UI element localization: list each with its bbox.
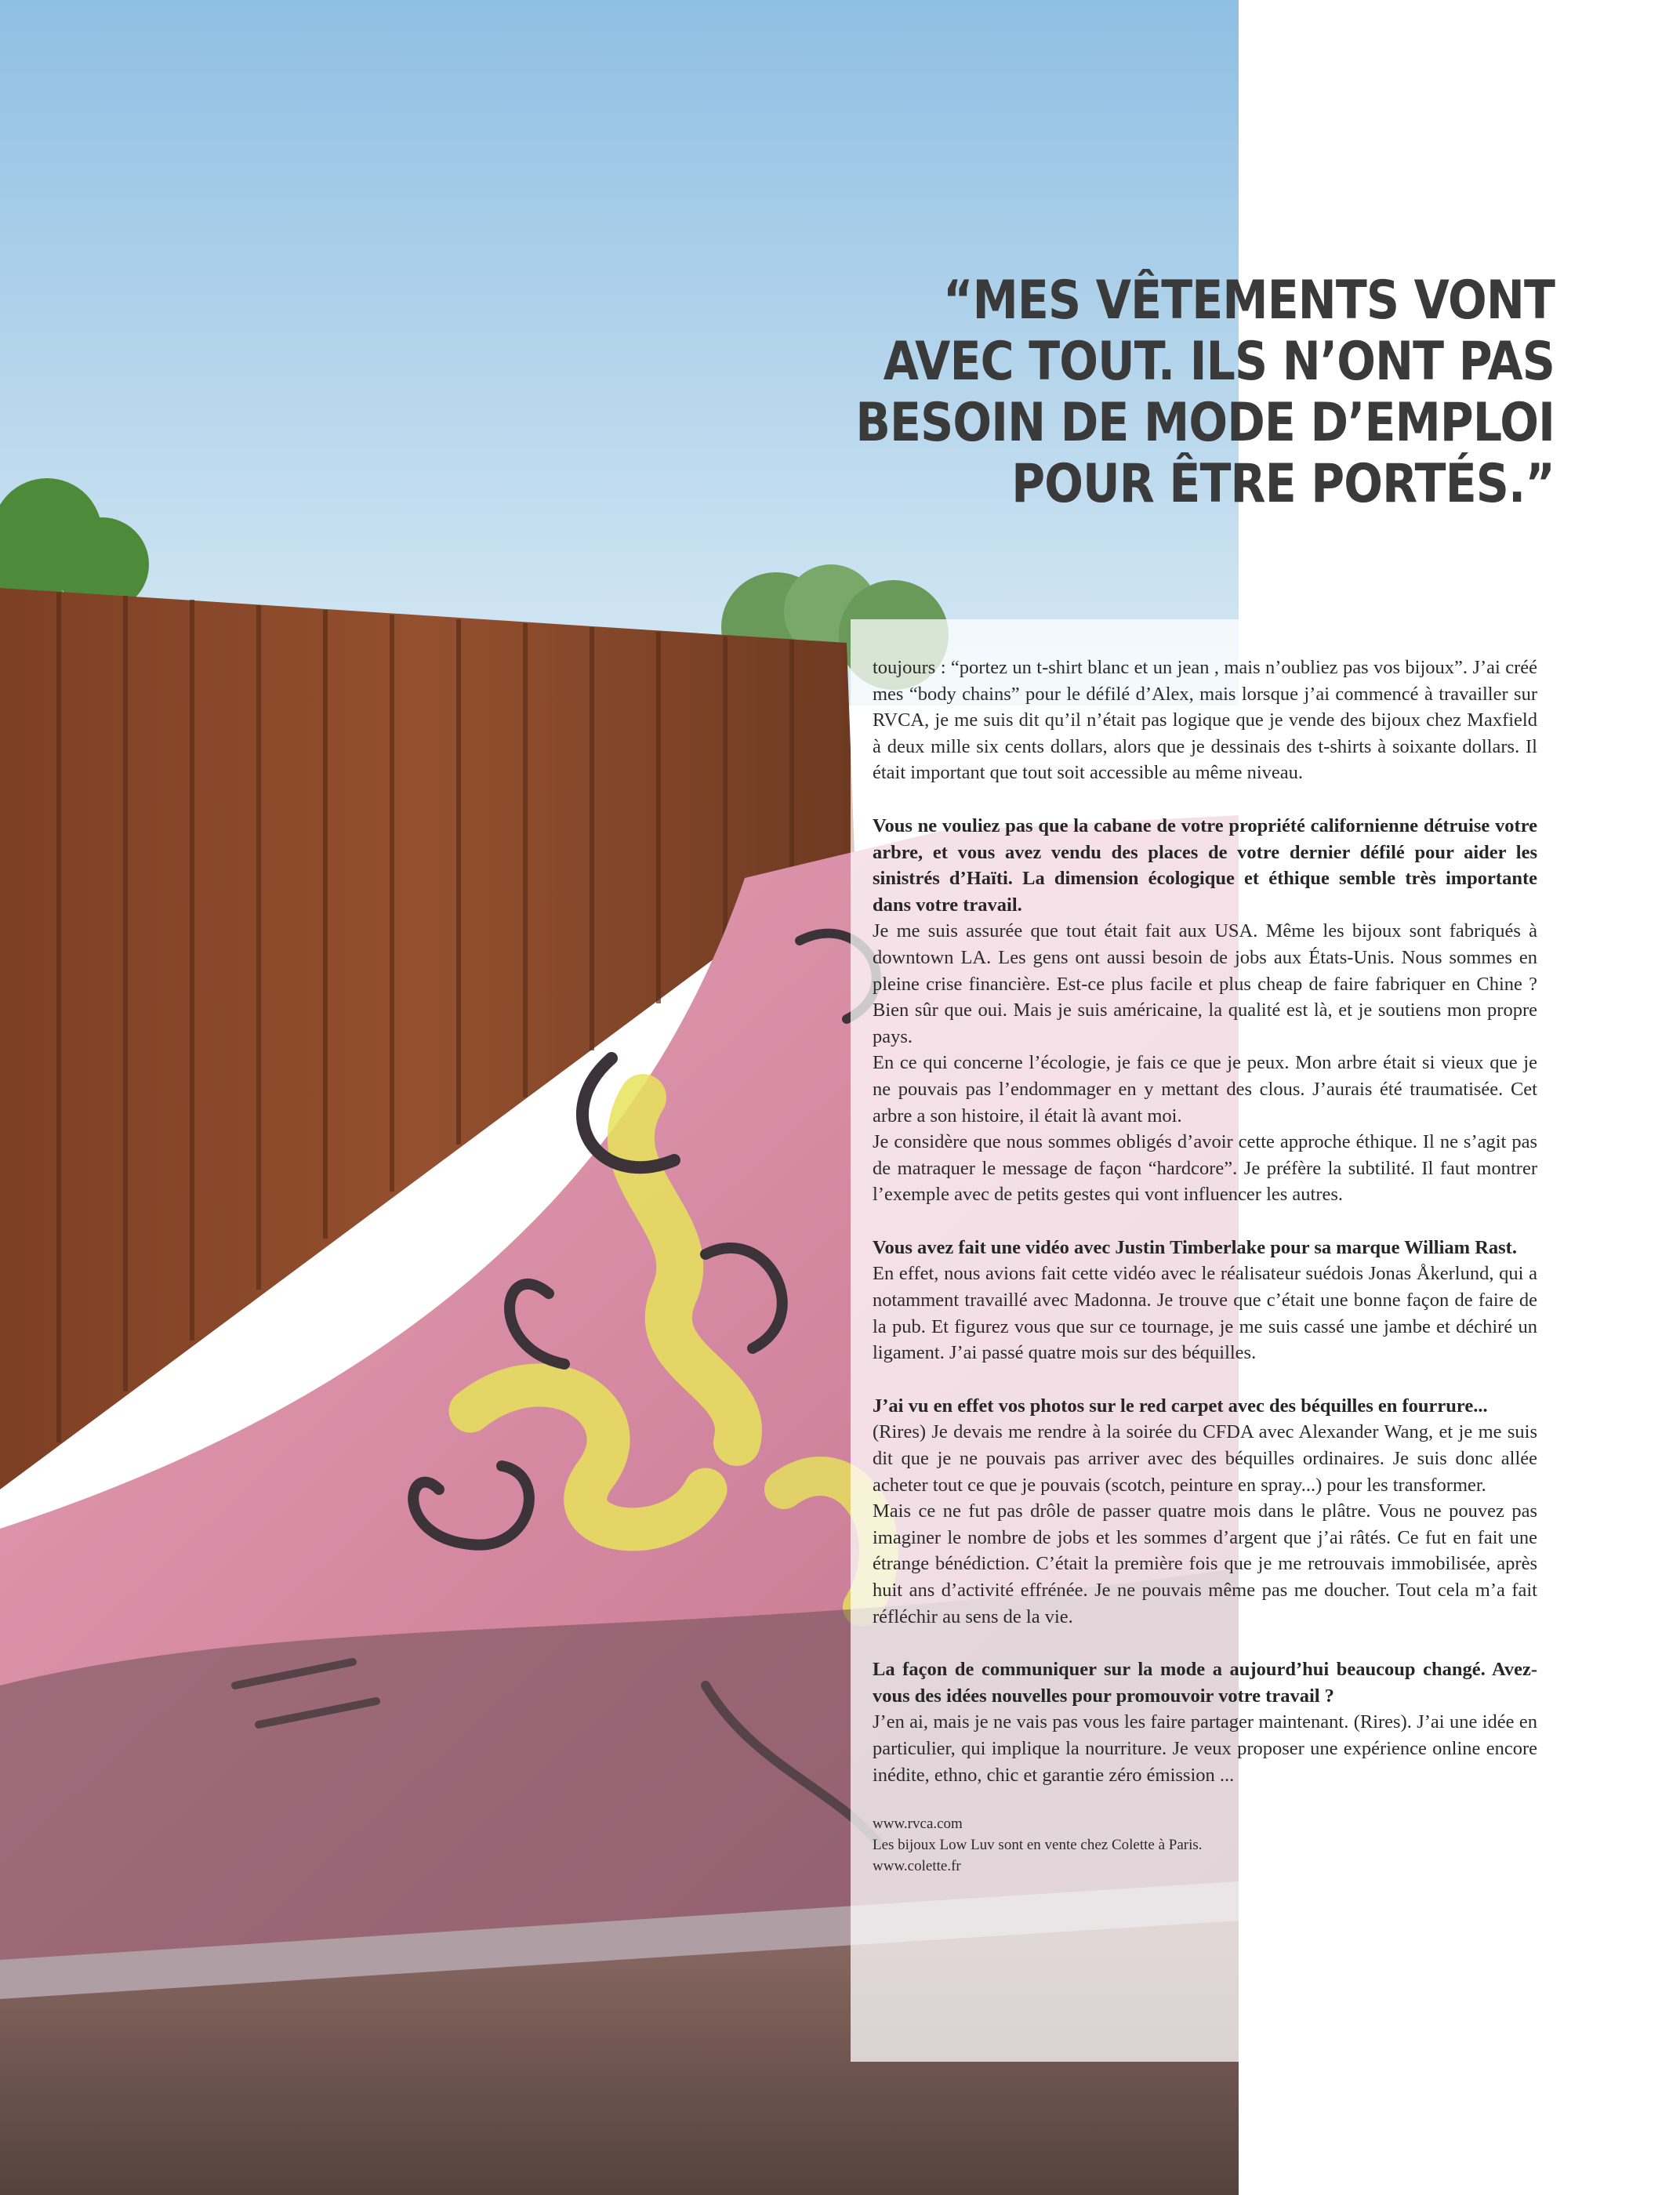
- pull-quote: [746, 270, 1555, 515]
- credit-link-rvca[interactable]: www.rvca.com: [873, 1816, 963, 1833]
- interview-answer: (Rires) Je devais me rendre à la soirée du CFDA avec Alexander Wang, et je me suis dit que je ne pouvais pas arriver avec des béquilles ordinaires. Je suis donc allée acheter tout ce que je pouvais (scotch, peinture en spray...) pour les transformer.: [873, 1421, 1537, 1496]
- pull-quote-line: POUR ÊTRE PORTÉS.”: [1011, 453, 1555, 515]
- interview-answer: Mais ce ne fut pas drôle de passer quatre mois dans le plâtre. Vous ne pouvez pas imaginer le nombre de jobs et les sommes d’argent que j’ai râtés. Ce fut en fait une étrange bénédiction. C’était la première fois que je me retrouvais immobilisée, après huit ans d’activité effrénée. Je ne pouvais même pas me doucher. Tout cela m’a fait réfléchir au sens de la vie.: [873, 1500, 1537, 1627]
- article-body: [873, 655, 1537, 1877]
- interview-answer: J’en ai, mais je ne vais pas vous les faire partager maintenant. (Rires). J’ai une idée en particulier, qui implique la nourriture. Je veux proposer une expérience online encore inédite, ethno, chic et garantie zéro émission ...: [873, 1711, 1537, 1786]
- pull-quote-line: AVEC TOUT. ILS N’ONT PAS: [883, 331, 1555, 393]
- credit-link-colette[interactable]: www.colette.fr: [873, 1858, 961, 1875]
- article-intro-paragraph: toujours : “portez un t-shirt blanc et un jean , mais n’oubliez pas vos bijoux”. J’ai créé mes “body chains” pour le défilé d’Alex, mais lorsque j’ai commencé à travailler sur RVCA, je me suis dit qu’il n’était pas logique que je vende des bijoux chez Maxfield à deux mille six cents dollars, alors que je dessinais des t-shirts à soixante dollars. Il était important que tout soit accessible au même niveau.: [873, 657, 1537, 784]
- credit-note: Les bijoux Low Luv sont en vente chez Colette à Paris.: [873, 1837, 1203, 1854]
- interview-answer: En effet, nous avions fait cette vidéo avec le réalisateur suédois Jonas Åkerlund, qui a notamment travaillé avec Madonna. Je trouve que c’était une bonne façon de faire de la pub. Et figurez vous que sur ce tournage, je me suis cassé une jambe et déchiré un ligament. J’ai passé quatre mois sur des béquilles.: [873, 1263, 1537, 1364]
- interview-answer: Je me suis assurée que tout était fait aux USA. Même les bijoux sont fabriqués à downtown LA. Les gens ont aussi besoin de jobs aux États-Unis. Nous sommes en pleine crise financière. Est-ce plus facile et plus cheap de faire fabriquer en Chine ? Bien sûr que oui. Mais je suis américaine, la qualité est là, et je soutiens mon propre pays.: [873, 920, 1537, 1047]
- interview-question: J’ai vu en effet vos photos sur le red carpet avec des béquilles en fourrure...: [873, 1395, 1488, 1417]
- interview-question: Vous ne vouliez pas que la cabane de votre propriété californienne détruise votre arbre, et vous avez vendu des places de votre dernier défilé pour aider les sinistrés d’Haïti. La dimension écologique et éthique semble très importante dans votre travail.: [873, 815, 1537, 916]
- credits-block: [873, 1813, 1537, 1877]
- interview-answer: En ce qui concerne l’écologie, je fais ce que je peux. Mon arbre était si vieux que je ne pouvais pas l’endommager en y mettant des clous. J’aurais été traumatisée. Cet arbre a son histoire, il était là avant moi.: [873, 1052, 1537, 1127]
- interview-question: La façon de communiquer sur la mode a aujourd’hui beaucoup changé. Avez-vous des idées nouvelles pour promouvoir votre travail ?: [873, 1659, 1537, 1707]
- pull-quote-line: BESOIN DE MODE D’EMPLOI: [855, 392, 1555, 454]
- interview-answer: Je considère que nous sommes obligés d’avoir cette approche éthique. Il ne s’agit pas de matraquer le message de façon “hardcore”. Je préfère la subtilité. Il faut montrer l’exemple avec de petits gestes qui vont influencer les autres.: [873, 1131, 1537, 1206]
- interview-question: Vous avez fait une vidéo avec Justin Timberlake pour sa marque William Rast.: [873, 1236, 1517, 1258]
- pull-quote-line: “MES VÊTEMENTS VONT: [943, 270, 1555, 332]
